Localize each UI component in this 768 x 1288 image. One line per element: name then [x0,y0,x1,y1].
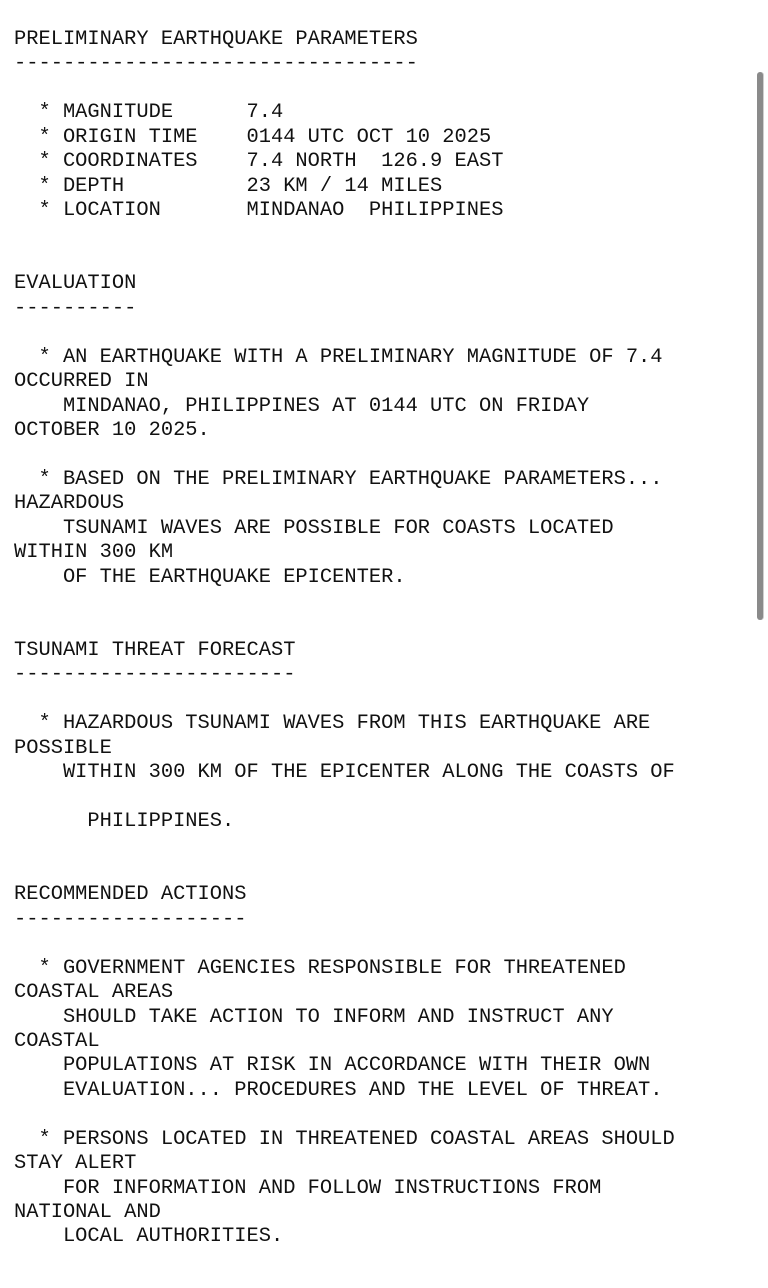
bulletin-line [14,224,675,248]
bulletin-line: FOR INFORMATION AND FOLLOW INSTRUCTIONS FROM [14,1176,602,1200]
bulletin-line: OCCURRED IN [14,370,149,394]
bulletin-line [14,859,675,883]
bulletin-line [14,834,675,858]
bulletin-line: * COORDINATES 7.4 NORTH 126.9 EAST [14,150,504,174]
vertical-scrollbar[interactable] [757,72,763,620]
bulletin-line: OF THE EARTHQUAKE EPICENTER. [14,565,406,589]
bulletin-line [14,443,675,467]
bulletin-line: PRELIMINARY EARTHQUAKE PARAMETERS [14,28,418,51]
bulletin-line [14,932,675,956]
tsunami-bulletin-text [14,28,675,1250]
bulletin-line: OCTOBER 10 2025. [14,419,210,442]
bulletin-line: * DEPTH 23 KM / 14 MILES [14,174,443,198]
bulletin-line: * BASED ON THE PRELIMINARY EARTHQUAKE PARAMETERS... [14,467,663,491]
bulletin-line: LOCAL AUTHORITIES. [14,1225,284,1249]
bulletin-line: TSUNAMI WAVES ARE POSSIBLE FOR COASTS LOCATED [14,516,614,540]
bulletin-line: ---------- [14,296,137,320]
bulletin-line [14,615,675,639]
bulletin-line: STAY ALERT [14,1152,137,1176]
bulletin-line: TSUNAMI THREAT FORECAST [14,638,296,662]
bulletin-line [14,321,675,345]
bulletin-line: EVALUATION [14,272,137,296]
bulletin-line: ------------------- [14,907,247,931]
bulletin-line: EVALUATION... PROCEDURES AND THE LEVEL OF THREAT. [14,1078,663,1102]
bulletin-line: POPULATIONS AT RISK IN ACCORDANCE WITH THEIR OWN [14,1054,651,1078]
bulletin-line: HAZARDOUS [14,492,125,516]
bulletin-line [14,590,675,614]
bulletin-line: * PERSONS LOCATED IN THREATENED COASTAL AREAS SHOULD [14,1127,675,1151]
bulletin-line [14,688,675,712]
bulletin-line: --------------------------------- [14,52,418,76]
bulletin-line: * GOVERNMENT AGENCIES RESPONSIBLE FOR THREATENED [14,956,626,980]
bulletin-line: ----------------------- [14,663,296,687]
bulletin-line: RECOMMENDED ACTIONS [14,883,247,907]
bulletin-line: POSSIBLE [14,736,112,760]
bulletin-line: SHOULD TAKE ACTION TO INFORM AND INSTRUCT ANY [14,1005,614,1029]
bulletin-line: COASTAL AREAS [14,981,174,1005]
bulletin-line [14,786,675,810]
bulletin-line [14,1103,675,1127]
bulletin-line [14,77,675,101]
bulletin-line: WITHIN 300 KM [14,541,174,565]
bulletin-line: * MAGNITUDE 7.4 [14,101,284,125]
bulletin-line: COASTAL [14,1029,100,1053]
bulletin-line [14,248,675,272]
bulletin-line: WITHIN 300 KM OF THE EPICENTER ALONG THE COASTS OF [14,761,675,785]
bulletin-line: NATIONAL AND [14,1201,161,1224]
bulletin-line: * AN EARTHQUAKE WITH A PRELIMINARY MAGNITUDE OF 7.4 [14,345,663,369]
bulletin-line: MINDANAO, PHILIPPINES AT 0144 UTC ON FRIDAY [14,394,590,418]
bulletin-line: PHILIPPINES. [14,810,235,833]
bulletin-line: * HAZARDOUS TSUNAMI WAVES FROM THIS EARTHQUAKE ARE [14,712,651,736]
bulletin-line: * ORIGIN TIME 0144 UTC OCT 10 2025 [14,125,492,149]
bulletin-line: * LOCATION MINDANAO PHILIPPINES [14,199,504,223]
